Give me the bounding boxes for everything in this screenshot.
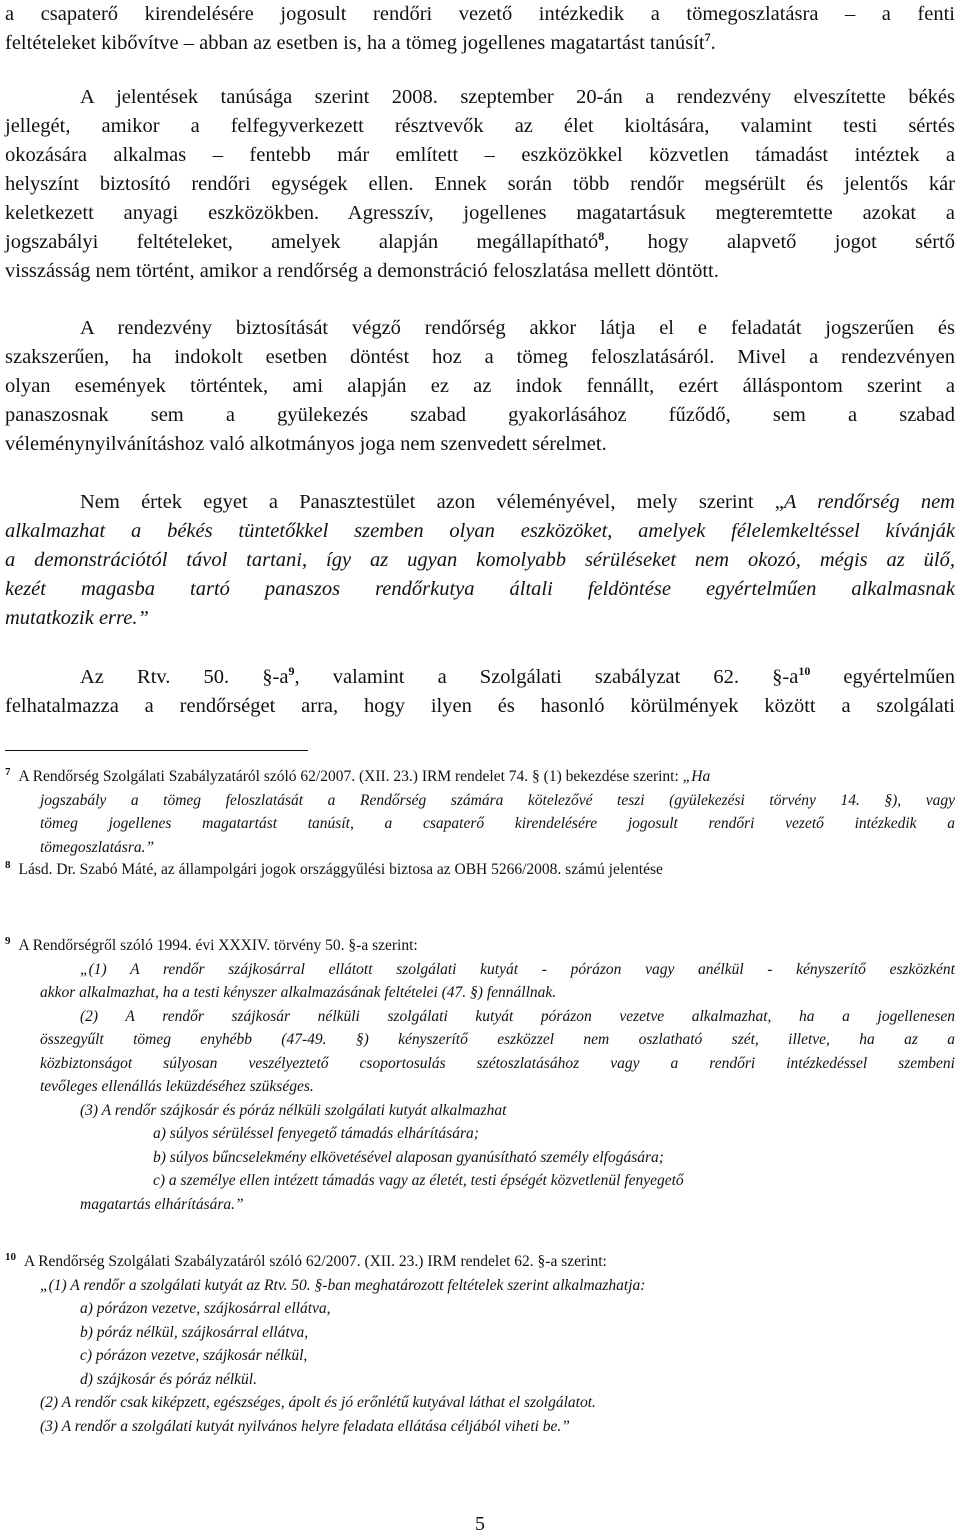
footnote-line: (3) A rendőr a szolgálati kutyát nyilvános helyre feladata ellátása céljából viheti be.” (40, 1417, 570, 1435)
quote-line: mutatkozik erre.” (5, 607, 149, 629)
text-span: . (710, 32, 716, 54)
page-number: 5 (475, 1513, 485, 1535)
footnote-9 (5, 934, 955, 1216)
text-line (5, 488, 955, 517)
text-line (5, 663, 955, 692)
footnote-line: a) pórázon vezetve, szájkosárral ellátva, (80, 1300, 331, 1317)
footnote-number: 10 (5, 1250, 16, 1263)
footnote-line (5, 1250, 955, 1274)
quote-line: a demonstrációtól távol tartani, így az ugyan komolyabb sérüléseket nem okozó, mégis az ülő, (5, 549, 955, 571)
footnote-line: c) pórázon vezetve, szájkosár nélkül, (80, 1347, 308, 1364)
text-span: Nem értek egyet a Panasztestület azon véleményével, mely szerint „ (80, 491, 784, 513)
text-line: jellegét, amikor a felfegyverkezett résztvevők az élet kioltására, valamint testi sértés (5, 115, 955, 137)
paragraph-2 (5, 83, 955, 286)
footnote-separator (5, 750, 308, 751)
footnote-line: b) póráz nélkül, szájkosárral ellátva, (80, 1323, 309, 1341)
text-span: , hogy alapvető jogot sértő (604, 231, 955, 253)
footnote-ref-7[interactable]: 7 (704, 30, 711, 45)
text-line: A rendezvény biztosítását végző rendőrség akkor látja el e feladatát jogszerűen és (80, 317, 955, 339)
footnote-line: (3) A rendőr szájkosár és póráz nélküli szolgálati kutyát alkalmazhat (80, 1101, 507, 1119)
footnote-line: (2) A rendőr csak kiképzett, egészséges, ápolt és jó erőnlétű kutyával láthat el szolgálatot. (40, 1394, 596, 1411)
quote-line: kezét magasba tartó panaszos rendőrkutya általi feldöntése egyértelműen alkalmasnak (5, 578, 955, 600)
footnote-10 (5, 1250, 955, 1438)
text-span: feltételeket kibővítve – abban az esetben is, ha a tömeg jogellenes magatartást tanúsít (5, 32, 705, 54)
footnote-line: összegyűlt tömeg enyhébb (47-49. §) kényszerítő eszközzel nem oszlatható szét, illetve, ha az a (40, 1031, 955, 1048)
text-span: Az Rtv. 50. §-a (80, 666, 289, 688)
text-line: helyszínt biztosító rendőri egységek ellen. Ennek során több rendőr megsérült és jelentős kár (5, 173, 955, 195)
text-line (5, 228, 955, 257)
footnote-number: 7 (5, 765, 11, 778)
text-line: véleménynyilvánításhoz való alkotmányos joga nem szenvedett sérelmet. (5, 433, 607, 455)
footnote-line: tevőleges ellenállás leküzdéséhez szükséges. (40, 1078, 314, 1095)
footnote-line: „(1) A rendőr a szolgálati kutyát az Rtv. 50. §-ban meghatározott feltételek szerint alkalmazhatja: (40, 1276, 646, 1294)
footnote-line: tömeg jogellenes magatartást tanúsít, a csapaterő kirendelésére jogosult rendőri vezető intézkedik a (40, 815, 955, 832)
footnote-line: tömegoszlatásra.” (40, 838, 155, 856)
text-line: felhatalmazza a rendőrséget arra, hogy ilyen és hasonló körülmények között a szolgálati (5, 695, 955, 717)
quote-span: A rendőrség nem (783, 491, 955, 513)
footnote-line (5, 858, 955, 882)
footnote-number: 8 (5, 858, 11, 871)
footnote-line: d) szájkosár és póráz nélkül. (80, 1370, 257, 1388)
text-span: egyértelműen (810, 666, 955, 688)
paragraph-1 (5, 0, 955, 58)
text-line: keletkezett anyagi eszközökben. Agresszív, jogellenes magatartásuk megteremtette azokat a (5, 202, 955, 224)
footnote-line: magatartás elhárítására.” (80, 1195, 244, 1213)
footnote-line: (2) A rendőr szájkosár nélküli szolgálati kutyát pórázon vezetve alkalmazhat, ha a jogellenesen (80, 1007, 955, 1025)
text-span: A Rendőrség Szolgálati Szabályzatáról szóló 62/2007. (XII. 23.) IRM rendelet 62. §-a szerint: (24, 1253, 607, 1270)
footnote-ref-9[interactable]: 9 (288, 664, 295, 679)
footnote-line: b) súlyos bűncselekmény elkövetésével alaposan gyanúsítható személy elfogására; (153, 1148, 664, 1166)
footnote-line: közbiztonságot súlyosan veszélyeztető csoportosulás szétoszlatásához vagy a rendőri intézkedéssel szembeni (40, 1054, 955, 1072)
text-span: A Rendőrségről szóló 1994. évi XXXIV. törvény 50. §-a szerint: (18, 937, 418, 954)
quote-line: alkalmazhat a békés tüntetőkkel szemben olyan eszközöket, amelyek félelemkeltéssel kívánják (5, 520, 955, 542)
paragraph-3 (5, 314, 955, 459)
text-span: , valamint a Szolgálati szabályzat 62. §-a (294, 666, 799, 688)
text-line: olyan események történtek, ami alapján ez az indok fennállt, ezért álláspontom szerint a (5, 375, 955, 397)
footnote-line (5, 934, 955, 958)
text-span: A Rendőrség Szolgálati Szabályzatáról szóló 62/2007. (XII. 23.) IRM rendelet 74. § (1) bekezdése szerint: (18, 768, 683, 785)
text-line: visszásság nem történt, amikor a rendőrség a demonstráció feloszlatása mellett döntött. (5, 260, 719, 282)
paragraph-5 (5, 663, 955, 721)
footnote-line: jogszabály a tömeg feloszlatását a Rendőrség számára kötelezővé teszi (gyülekezési törvény 14. §), vagy (40, 791, 955, 809)
text-line: panaszosnak sem a gyülekezés szabad gyakorlásához fűződő, sem a szabad (5, 404, 955, 426)
footnote-ref-10[interactable]: 10 (798, 664, 811, 679)
footnote-7 (5, 765, 955, 859)
footnote-8 (5, 858, 955, 882)
footnote-ref-8[interactable]: 8 (598, 229, 605, 244)
text-span: Lásd. Dr. Szabó Máté, az állampolgári jogok országgyűlési biztosa az OBH 5266/2008. számú jelentése (18, 861, 663, 878)
text-line: A jelentések tanúsága szerint 2008. szeptember 20-án a rendezvény elveszítette békés (80, 86, 955, 108)
footnote-line: akkor alkalmazhat, ha a testi kényszer alkalmazásának feltételei (47. §) fennállnak. (40, 984, 557, 1001)
text-line (5, 29, 955, 58)
footnote-line: c) a személye ellen intézett támadás vagy az életét, testi épségét közvetlenül fenyegető (153, 1172, 684, 1189)
paragraph-4 (5, 488, 955, 633)
text-line: okozására alkalmas – fentebb már említett – eszközökkel közvetlen támadást intéztek a (5, 144, 955, 166)
footnote-line: „(1) A rendőr szájkosárral ellátott szolgálati kutyát - pórázon vagy anélkül - kényszerítő eszközként (80, 960, 955, 978)
footnote-line (5, 765, 955, 789)
text-line: szakszerűen, ha indokolt esetben döntést hoz a tömeg feloszlatásáról. Mivel a rendezvényen (5, 346, 955, 368)
quote-span: „Ha (682, 768, 711, 785)
footnote-number: 9 (5, 934, 11, 947)
text-line: a csapaterő kirendelésére jogosult rendőri vezető intézkedik a tömegoszlatásra – a fenti (5, 3, 955, 25)
footnote-line: a) súlyos sérüléssel fenyegető támadás elhárítására; (153, 1125, 479, 1142)
text-span: jogszabályi feltételeket, amelyek alapján megállapítható (5, 231, 599, 253)
